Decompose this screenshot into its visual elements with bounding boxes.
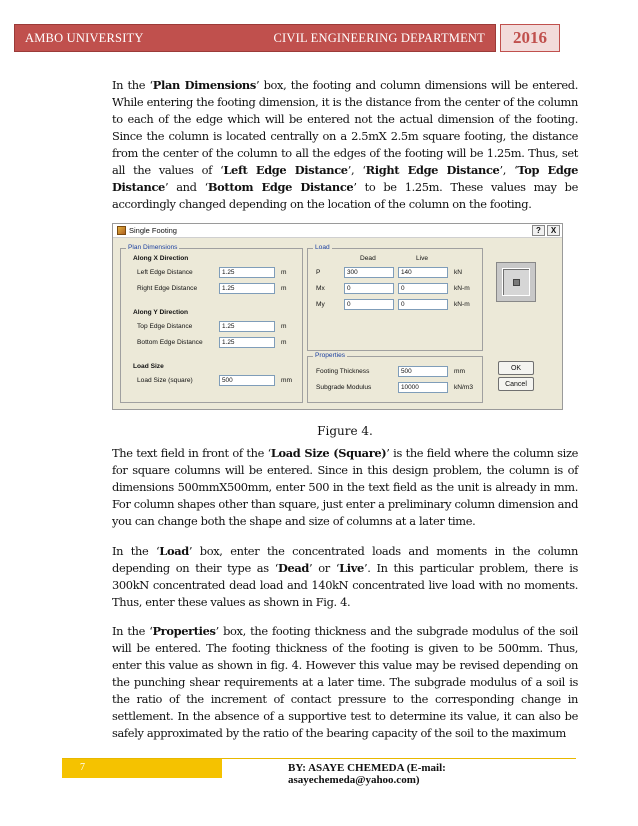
unit-label: kN (454, 269, 463, 276)
dialog-titlebar (113, 224, 562, 238)
thickness-input[interactable]: 500 (398, 366, 448, 377)
text: ’ and ‘ (164, 180, 208, 194)
header-bar (14, 24, 496, 52)
bold-term: Plan Dimensions (152, 78, 256, 92)
text: ’ box, the footing and column dimensions will be entered. While entering the footing dimension, it is the distance from the center of the column to each of the edge which will be entered not the actual dimension of the footing. Since the column is located centrally on a 2.5mX 2.5m square footing, the distance from the center of the column to all the edges of the footing will be 1.25m. Thus, set all the values of ‘ (112, 78, 578, 177)
right-edge-label: Right Edge Distance (137, 285, 198, 292)
close-button[interactable]: X (547, 225, 560, 236)
live-header: Live (416, 255, 429, 262)
page-header (14, 24, 560, 52)
bold-term: Load (159, 544, 189, 558)
single-footing-dialog (112, 223, 563, 410)
text: In the ‘ (112, 78, 153, 92)
unit-label: m (281, 285, 287, 292)
footer-author: BY: ASAYE CHEMEDA (E-mail: asayechemeda@yahoo.com) (288, 762, 446, 786)
load-size-label: Load Size (square) (137, 377, 193, 384)
load-title: Load (315, 244, 330, 251)
text: ’, ‘ (499, 163, 518, 177)
unit-label: kN-m (454, 285, 470, 292)
figure-caption: Figure 4. (317, 424, 373, 438)
subgrade-input[interactable]: 10000 (398, 382, 448, 393)
bold-term: Load Size (Square) (270, 446, 387, 460)
mx-label: Mx (316, 285, 325, 292)
header-department: CIVIL ENGINEERING DEPARTMENT (273, 30, 485, 45)
header-university: AMBO UNIVERSITY (25, 30, 144, 45)
left-edge-input[interactable]: 1.25 (219, 267, 275, 278)
header-year: 2016 (500, 24, 560, 52)
unit-label: m (281, 339, 287, 346)
my-live-input[interactable]: 0 (398, 299, 448, 310)
unit-label: m (281, 269, 287, 276)
unit-label: m (281, 323, 287, 330)
page-footer (62, 758, 576, 786)
bottom-edge-input[interactable]: 1.25 (219, 337, 275, 348)
mx-live-input[interactable]: 0 (398, 283, 448, 294)
bold-term: Left Edge Distance (223, 163, 348, 177)
bold-term: Live (339, 561, 364, 575)
text: The text field in front of the ‘ (112, 446, 271, 460)
ok-button[interactable]: OK (498, 361, 534, 375)
along-x-label: Along X Direction (133, 255, 189, 262)
paragraph-load-size (112, 445, 578, 530)
along-y-label: Along Y Direction (133, 309, 189, 316)
paragraph-load (112, 543, 578, 611)
dialog-title: Single Footing (129, 226, 177, 235)
bottom-edge-label: Bottom Edge Distance (137, 339, 203, 346)
bold-term: Properties (152, 624, 216, 638)
dead-header: Dead (360, 255, 376, 262)
text: ’ box, enter the concentrated loads and moments in the column depending on their type as ‘ (112, 544, 578, 575)
paragraph-properties (112, 623, 578, 742)
help-button[interactable]: ? (532, 225, 545, 236)
right-edge-input[interactable]: 1.25 (219, 283, 275, 294)
p-dead-input[interactable]: 300 (344, 267, 394, 278)
bold-term: Bottom Edge Distance (207, 180, 354, 194)
unit-label: kN/m3 (454, 384, 474, 391)
my-label: My (316, 301, 325, 308)
load-size-input[interactable]: 500 (219, 375, 275, 386)
properties-title: Properties (315, 352, 346, 359)
bold-term: Top Edge Distance (112, 163, 578, 194)
my-dead-input[interactable]: 0 (344, 299, 394, 310)
p-label: P (316, 269, 321, 276)
text: ’. In this particular problem, there is 300kN concentrated dead load and 140kN concentrated live load with no moments. Thus, enter these values as shown in Fig. 4. (112, 561, 579, 609)
app-icon (117, 226, 126, 235)
top-edge-input[interactable]: 1.25 (219, 321, 275, 332)
load-group (307, 244, 483, 351)
top-edge-label: Top Edge Distance (137, 323, 193, 330)
bold-term: Dead (277, 561, 310, 575)
text: In the ‘ (112, 624, 153, 638)
text: ’ box, the footing thickness and the subgrade modulus of the soil will be entered. The footing thickness of the footing is given to be 500mm. Thus, enter this value as shown in fig. 4. However this value may be revised depending on the punching shear requirements at a later time. The subgrade modulus of a soil is the ratio of the increment of contact pressure to the corresponding change in settlement. In the absence of a supportive test to determine its value, it can also be safely approximated by the ratio of the bearing capacity of the soil to the maximum (112, 624, 578, 740)
p-live-input[interactable]: 140 (398, 267, 448, 278)
mx-dead-input[interactable]: 0 (344, 283, 394, 294)
properties-group (307, 352, 483, 403)
text: ’, ‘ (347, 163, 366, 177)
text: ’ or ‘ (309, 561, 340, 575)
footing-plan-icon (502, 268, 530, 296)
subgrade-label: Subgrade Modulus (316, 384, 372, 391)
text: ’ is the field where the column size for square columns will be entered. Since in this design problem, the column is of dimensions 500mmX500mm, enter 500 in the text field as the unit is already in mm. For column shapes other than square, just enter a preliminary column dimension and you can change both the shape and size of columns at a later time. (112, 446, 579, 528)
paragraph-plan-dimensions (112, 77, 578, 213)
column-icon (513, 279, 520, 286)
cancel-button[interactable]: Cancel (498, 377, 534, 391)
footing-preview (496, 262, 536, 302)
unit-label: mm (281, 377, 292, 384)
unit-label: kN-m (454, 301, 470, 308)
text: ’ to be 1.25m. These values may be accordingly changed depending on the location of the column on the footing. (112, 180, 578, 211)
unit-label: mm (454, 368, 465, 375)
bold-term: Right Edge Distance (365, 163, 500, 177)
load-size-heading: Load Size (133, 363, 164, 370)
thickness-label: Footing Thickness (316, 368, 370, 375)
text: In the ‘ (112, 544, 160, 558)
left-edge-label: Left Edge Distance (137, 269, 193, 276)
page-number: 7 (62, 759, 222, 778)
plan-dimensions-group (120, 244, 303, 403)
plan-dimensions-title: Plan Dimensions (128, 244, 178, 251)
